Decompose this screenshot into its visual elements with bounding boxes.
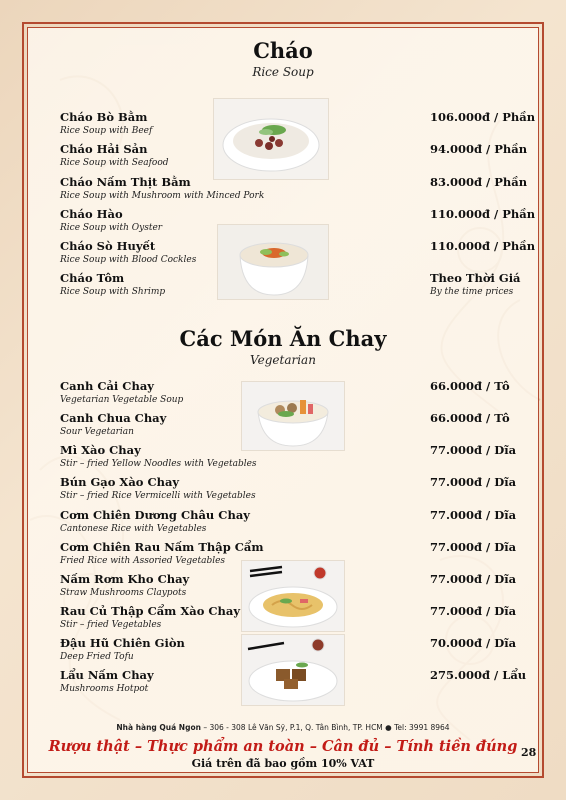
- item-english: Rice Soup with Blood Cockles: [60, 255, 197, 265]
- rice-soup-cockles-photo: [217, 224, 329, 300]
- section-subtitle-chay: Vegetarian: [250, 353, 316, 367]
- item-name: Đậu Hũ Chiên Giòn: [60, 636, 185, 650]
- item-name: Cháo Sò Huyết: [60, 239, 156, 253]
- section-title-chao: Cháo: [253, 38, 313, 63]
- item-price: 66.000đ / Tô: [430, 411, 510, 425]
- restaurant-name: Nhà hàng Quá Ngon: [116, 723, 201, 732]
- vat-note: Giá trên đã bao gồm 10% VAT: [191, 757, 375, 770]
- item-english: Rice Soup with Seafood: [60, 158, 169, 168]
- item-english: Rice Soup with Oyster: [60, 223, 163, 233]
- page-number: 28: [521, 746, 537, 759]
- section-subtitle-chao: Rice Soup: [252, 65, 314, 79]
- item-name: Cháo Tôm: [60, 271, 125, 285]
- item-price: 77.000đ / Dĩa: [430, 572, 517, 586]
- restaurant-phone: Tel: 3991 8964: [394, 723, 450, 732]
- item-english: Rice Soup with Mushroom with Minced Pork: [60, 191, 265, 201]
- item-price: 66.000đ / Tô: [430, 379, 510, 393]
- section-title-chay: Các Món Ăn Chay: [179, 326, 387, 351]
- menu-item: [60, 475, 530, 507]
- item-price: 77.000đ / Dĩa: [430, 443, 517, 457]
- item-english: Vegetarian Vegetable Soup: [60, 395, 184, 405]
- item-english: Deep Fried Tofu: [60, 652, 134, 662]
- item-name: Canh Cải Chay: [60, 379, 154, 393]
- item-price-note: By the time prices: [430, 287, 514, 297]
- restaurant-address: – 306 - 308 Lê Văn Sỹ, P.1, Q. Tân Bình, TP. HCM: [200, 723, 383, 732]
- item-price: Theo Thời Giá: [430, 271, 521, 285]
- rice-soup-beef-photo: [213, 98, 329, 180]
- footer-address: [0, 723, 566, 732]
- item-english: Stir – fried Rice Vermicelli with Vegetables: [60, 491, 256, 501]
- item-price: 275.000đ / Lẩu: [430, 668, 527, 682]
- item-english: Cantonese Rice with Vegetables: [60, 524, 207, 534]
- item-english: Mushrooms Hotpot: [60, 684, 149, 694]
- item-english: Sour Vegetarian: [60, 427, 134, 437]
- item-name: Cháo Bò Bằm: [60, 110, 148, 124]
- item-name: Mì Xào Chay: [60, 443, 141, 457]
- item-english: Straw Mushrooms Claypots: [60, 588, 187, 598]
- item-price: 94.000đ / Phần: [430, 142, 528, 156]
- item-price: 77.000đ / Dĩa: [430, 475, 517, 489]
- item-name: Cơm Chiên Rau Nấm Thập Cẩm: [60, 540, 264, 554]
- item-name: Cháo Hải Sản: [60, 142, 148, 156]
- item-name: Cháo Nấm Thịt Bằm: [60, 175, 191, 189]
- slogan: Rượu thật – Thực phẩm an toàn – Cân đủ – Tính tiền đúng: [48, 738, 518, 755]
- item-english: Rice Soup with Beef: [60, 126, 153, 136]
- item-english: Rice Soup with Shrimp: [60, 287, 166, 297]
- item-price: 83.000đ / Phần: [430, 175, 528, 189]
- item-price: 77.000đ / Dĩa: [430, 540, 517, 554]
- item-price: 77.000đ / Dĩa: [430, 604, 517, 618]
- item-english: Fried Rice with Assoried Vegetables: [60, 556, 226, 566]
- item-name: Lẩu Nấm Chay: [60, 668, 154, 682]
- menu-item: [60, 508, 530, 540]
- item-english: Stir – fried Yellow Noodles with Vegetables: [60, 459, 257, 469]
- item-name: Rau Củ Thập Cẩm Xào Chay: [60, 604, 241, 618]
- item-name: Cơm Chiên Dương Châu Chay: [60, 508, 250, 522]
- fried-tofu-photo: [241, 634, 345, 706]
- item-name: Canh Chua Chay: [60, 411, 167, 425]
- item-price: 110.000đ / Phần: [430, 239, 536, 253]
- item-name: Cháo Hào: [60, 207, 123, 221]
- item-name: Nấm Rơm Kho Chay: [60, 572, 190, 586]
- item-english: Stir – fried Vegetables: [60, 620, 162, 630]
- item-price: 110.000đ / Phần: [430, 207, 536, 221]
- item-price: 70.000đ / Dĩa: [430, 636, 517, 650]
- vegetable-soup-photo: [241, 381, 345, 451]
- bullet-icon: ●: [385, 723, 392, 732]
- item-price: 77.000đ / Dĩa: [430, 508, 517, 522]
- item-price: 106.000đ / Phần: [430, 110, 536, 124]
- fried-noodles-photo: [241, 560, 345, 632]
- item-name: Bún Gạo Xào Chay: [60, 475, 180, 489]
